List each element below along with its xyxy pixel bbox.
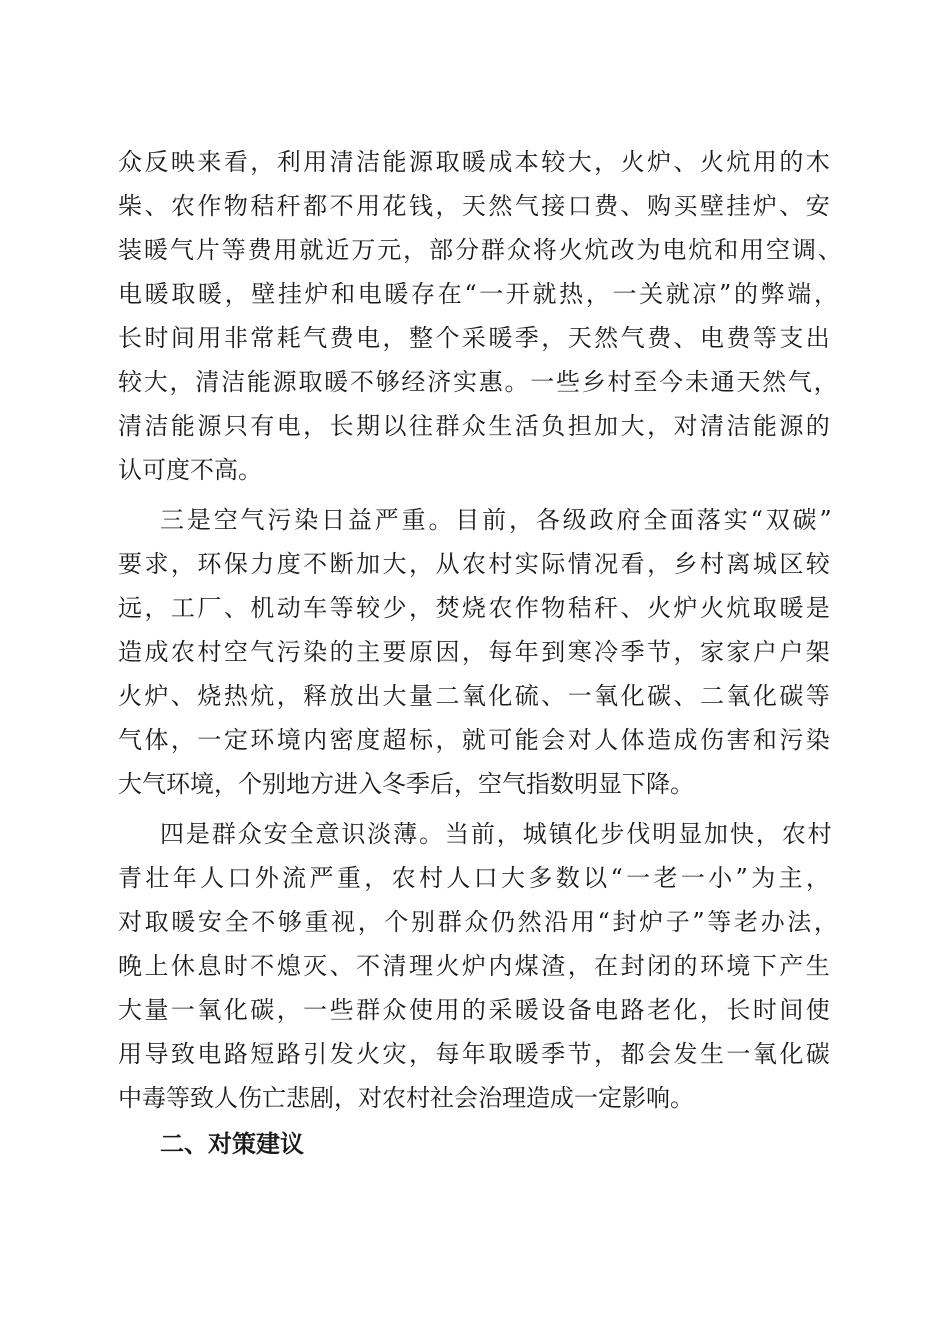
paragraph-1-line-2: 柴 、 农 作 物 秸 秆 都 不 用 花 钱 ， 天 然 气 接 口 费 、 购 买 壁 挂 炉 、 安	[118, 192, 830, 220]
paragraph-3-line-4: 晚 上 休 息 时 不 熄 灭 、 不 清 理 火 炉 内 煤 渣 ， 在 封 闭 的 环 境 下 产 生	[118, 952, 830, 980]
paragraph-1-line-1: 众 反 映 来 看 ， 利 用 清 洁 能 源 取 暖 成 本 较 大 ， 火 炉 、 火 炕 用 的 木	[118, 148, 830, 176]
paragraph-3-line-7: 中毒等致人伤亡悲剧，对农村社会治理造成一定影响。	[118, 1084, 694, 1112]
paragraph-3-line-2: 青 壮 年 人 口 外 流 严 重 ， 农 村 人 口 大 多 数 以 “ 一 老 一 小 ” 为 主 ，	[118, 864, 830, 892]
paragraph-3-line-1: 四 是 群 众 安 全 意 识 淡 薄 。 当 前 ， 城 镇 化 步 伐 明 显 加 快 ， 农 村	[160, 820, 832, 848]
paragraph-1-line-4: 电 暖 取 暖 ， 壁 挂 炉 和 电 暖 存 在 “ 一 开 就 热 ， 一 关 就 凉 ” 的 弊 端 ，	[118, 280, 838, 308]
paragraph-3-line-6: 用 导 致 电 路 短 路 引 发 火 灾 ， 每 年 取 暖 季 节 ， 都 会 发 生 一 氧 化 碳	[118, 1040, 830, 1068]
paragraph-2-line-4: 造 成 农 村 空 气 污 染 的 主 要 原 因 ， 每 年 到 寒 冷 季 节 ， 家 家 户 户 架	[118, 638, 830, 666]
paragraph-2-line-5: 火 炉 、 烧 热 炕 ， 释 放 出 大 量 二 氧 化 硫 、 一 氧 化 碳 、 二 氧 化 碳 等	[118, 682, 830, 710]
section-heading: 二、对策建议	[160, 1130, 304, 1158]
paragraph-1-line-3: 装 暖 气 片 等 费 用 就 近 万 元 ， 部 分 群 众 将 火 炕 改 为 电 炕 和 用 空 调 、	[118, 236, 842, 264]
paragraph-3-line-3: 对 取 暖 安 全 不 够 重 视 ， 个 别 群 众 仍 然 沿 用 “ 封 炉 子 ” 等 老 办 法 ，	[118, 908, 838, 936]
paragraph-2-line-7: 大气环境，个别地方进入冬季后，空气指数明显下降。	[118, 770, 694, 798]
paragraph-2-line-1: 三 是 空 气 污 染 日 益 严 重 。 目 前 ， 各 级 政 府 全 面 落 实 “ 双 碳 ”	[160, 506, 832, 534]
paragraph-2-line-2: 要 求 ， 环 保 力 度 不 断 加 大 ， 从 农 村 实 际 情 况 看 ， 乡 村 离 城 区 较	[118, 550, 830, 578]
paragraph-1-line-5: 长 时 间 用 非 常 耗 气 费 电 ， 整 个 采 暖 季 ， 天 然 气 费 、 电 费 等 支 出	[118, 324, 830, 352]
paragraph-1-line-8: 认可度不高。	[118, 456, 262, 484]
paragraph-1-line-6: 较 大 ， 清 洁 能 源 取 暖 不 够 经 济 实 惠 。 一 些 乡 村 至 今 未 通 天 然 气 ，	[118, 368, 838, 396]
paragraph-2-line-6: 气 体 ， 一 定 环 境 内 密 度 超 标 ， 就 可 能 会 对 人 体 造 成 伤 害 和 污 染	[118, 726, 830, 754]
paragraph-1-line-7: 清 洁 能 源 只 有 电 ， 长 期 以 往 群 众 生 活 负 担 加 大 ， 对 清 洁 能 源 的	[118, 412, 830, 440]
paragraph-3-line-5: 大 量 一 氧 化 碳 ， 一 些 群 众 使 用 的 采 暖 设 备 电 路 老 化 ， 长 时 间 使	[118, 996, 830, 1024]
paragraph-2-line-3: 远 ， 工 厂 、 机 动 车 等 较 少 ， 焚 烧 农 作 物 秸 秆 、 火 炉 火 炕 取 暖 是	[118, 594, 830, 622]
